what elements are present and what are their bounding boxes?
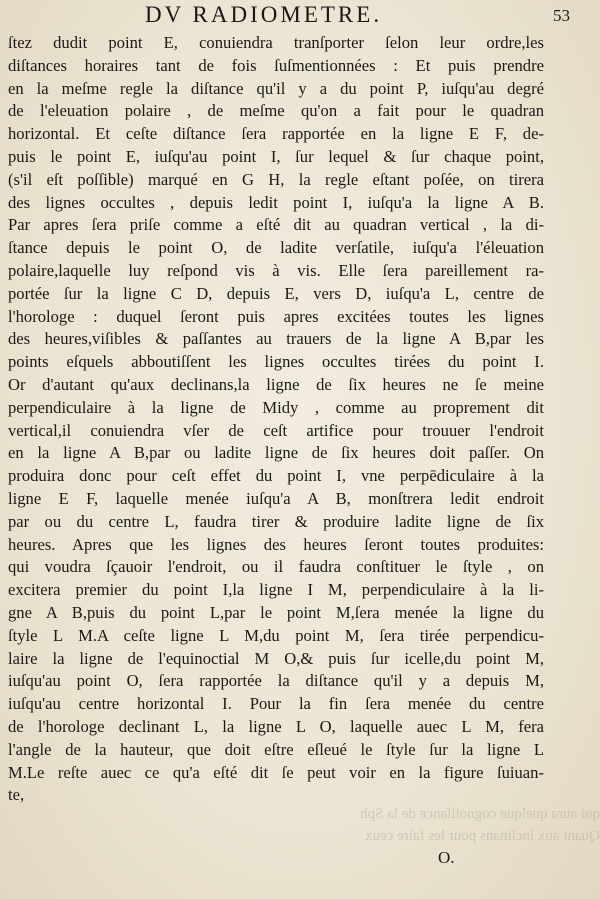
text-line: ligne E F, laquelle menée iuſqu'a A B, monſtrera ledit endroit (8, 488, 544, 508)
text-line: perpendiculaire à la ligne de Midy , comme au proprement dit (8, 397, 544, 417)
text-line: des heures,viſibles & paſſantes au trauers de la ligne A B,par les (8, 329, 544, 349)
text-line: te, (8, 785, 25, 805)
bleed-through-line: Quant aux inclinans pour les faire ceux (365, 828, 600, 844)
text-line: produira donc pour ceſt effet du point I, vne perpēdiculaire à la (8, 466, 544, 486)
bleed-through-line: qui aura quelque cognoiſſance de la Sph (360, 806, 600, 822)
text-line: iuſqu'au centre horizontal I. Pour la fin ſera menée du centre (8, 694, 544, 714)
text-line: qui voudra ſçauoir l'endroit, ou il faudra conſtituer le ſtyle , on (8, 557, 544, 577)
text-line: excitera premier du point I,la ligne I M, perpendiculaire à la li- (8, 580, 544, 600)
text-line: vertical,il conuiendra vſer de ceſt artifice pour trouuer l'endroit (8, 420, 544, 440)
text-line: (s'il eſt poſſible) marqué en G H, la regle eſtant poſée, on tirera (8, 169, 544, 189)
text-line: Par apres ſera priſe comme a eſté dit au quadran vertical , la di- (8, 215, 544, 235)
text-line: polaire,laquelle luy reſpond vis à vis. Elle ſera pareillement ra- (8, 260, 544, 280)
text-line: Or d'autant qu'aux declinans,la ligne de ſix heures ne ſe meine (8, 374, 544, 394)
text-line: laire la ligne de l'equinoctial M O,& puis ſur icelle,du point M, (8, 648, 544, 668)
text-line: en la meſme regle la diſtance qu'il y a du point P, iuſqu'au degré (8, 78, 544, 98)
text-line: ſtez dudit point E, conuiendra tranſporter ſelon leur ordre,les (8, 33, 544, 52)
text-line: l'angle de la hauteur, que doit eſtre eſleué le ſtyle ſur la ligne L (8, 739, 544, 759)
text-line: de l'horologe declinant L, la ligne L O, laquelle auec L M, fera (8, 716, 544, 736)
text-line: points eſquels abboutiſſent les lignes occultes tirées du point I. (8, 352, 544, 372)
text-line: iuſqu'au point O, ſera rapportée la diſtance qu'il y a depuis M, (8, 671, 544, 691)
text-line: par ou du centre L, faudra tirer & produire ladite ligne de ſix (8, 511, 544, 531)
signature-mark: O. (438, 848, 455, 867)
text-line: M.Le reſte auec ce qu'a eſté dit ſe peut voir en la figure ſuiuan- (8, 762, 544, 782)
text-line: diſtances horaires tant de fois ſuſmentionnées : Et puis prendre (8, 55, 544, 75)
running-title: DV RADIOMETRE. (145, 2, 383, 27)
text-line: heures. Apres que les lignes des heures ſeront toutes produites: (8, 534, 544, 554)
text-line: horizontal. Et ceſte diſtance ſera rapportée en la ligne E F, de- (8, 124, 544, 144)
text-line: en la ligne A B,par ou ladite ligne de ſix heures doit paſſer. On (8, 443, 544, 463)
running-head (0, 2, 600, 28)
text-line: l'horologe : duquel ſeront puis apres excitées toutes les lignes (8, 306, 544, 326)
text-line: des lignes occultes , depuis ledit point I, iuſqu'a la ligne A B. (8, 192, 544, 212)
text-line: puis le point E, iuſqu'au point I, ſur lequel & ſur chaque point, (8, 146, 544, 166)
text-line: ſtance depuis le point O, de ladite verſatile, iuſqu'a l'éleuation (8, 238, 544, 258)
text-line: portée ſur la ligne C D, depuis E, vers D, iuſqu'a L, centre de (8, 283, 544, 303)
body-text (8, 32, 544, 807)
text-line: de l'eleuation polaire , de meſme qu'on a fait pour le quadran (8, 101, 544, 121)
bleed-through-text (300, 803, 600, 849)
text-line: ſtyle L M.A ceſte ligne L M,du point M, ſera tirée perpendicu- (8, 625, 544, 645)
page-number: 53 (553, 6, 570, 25)
text-line: gne A B,puis du point L,par le point M,ſera menée la ligne du (8, 602, 544, 622)
